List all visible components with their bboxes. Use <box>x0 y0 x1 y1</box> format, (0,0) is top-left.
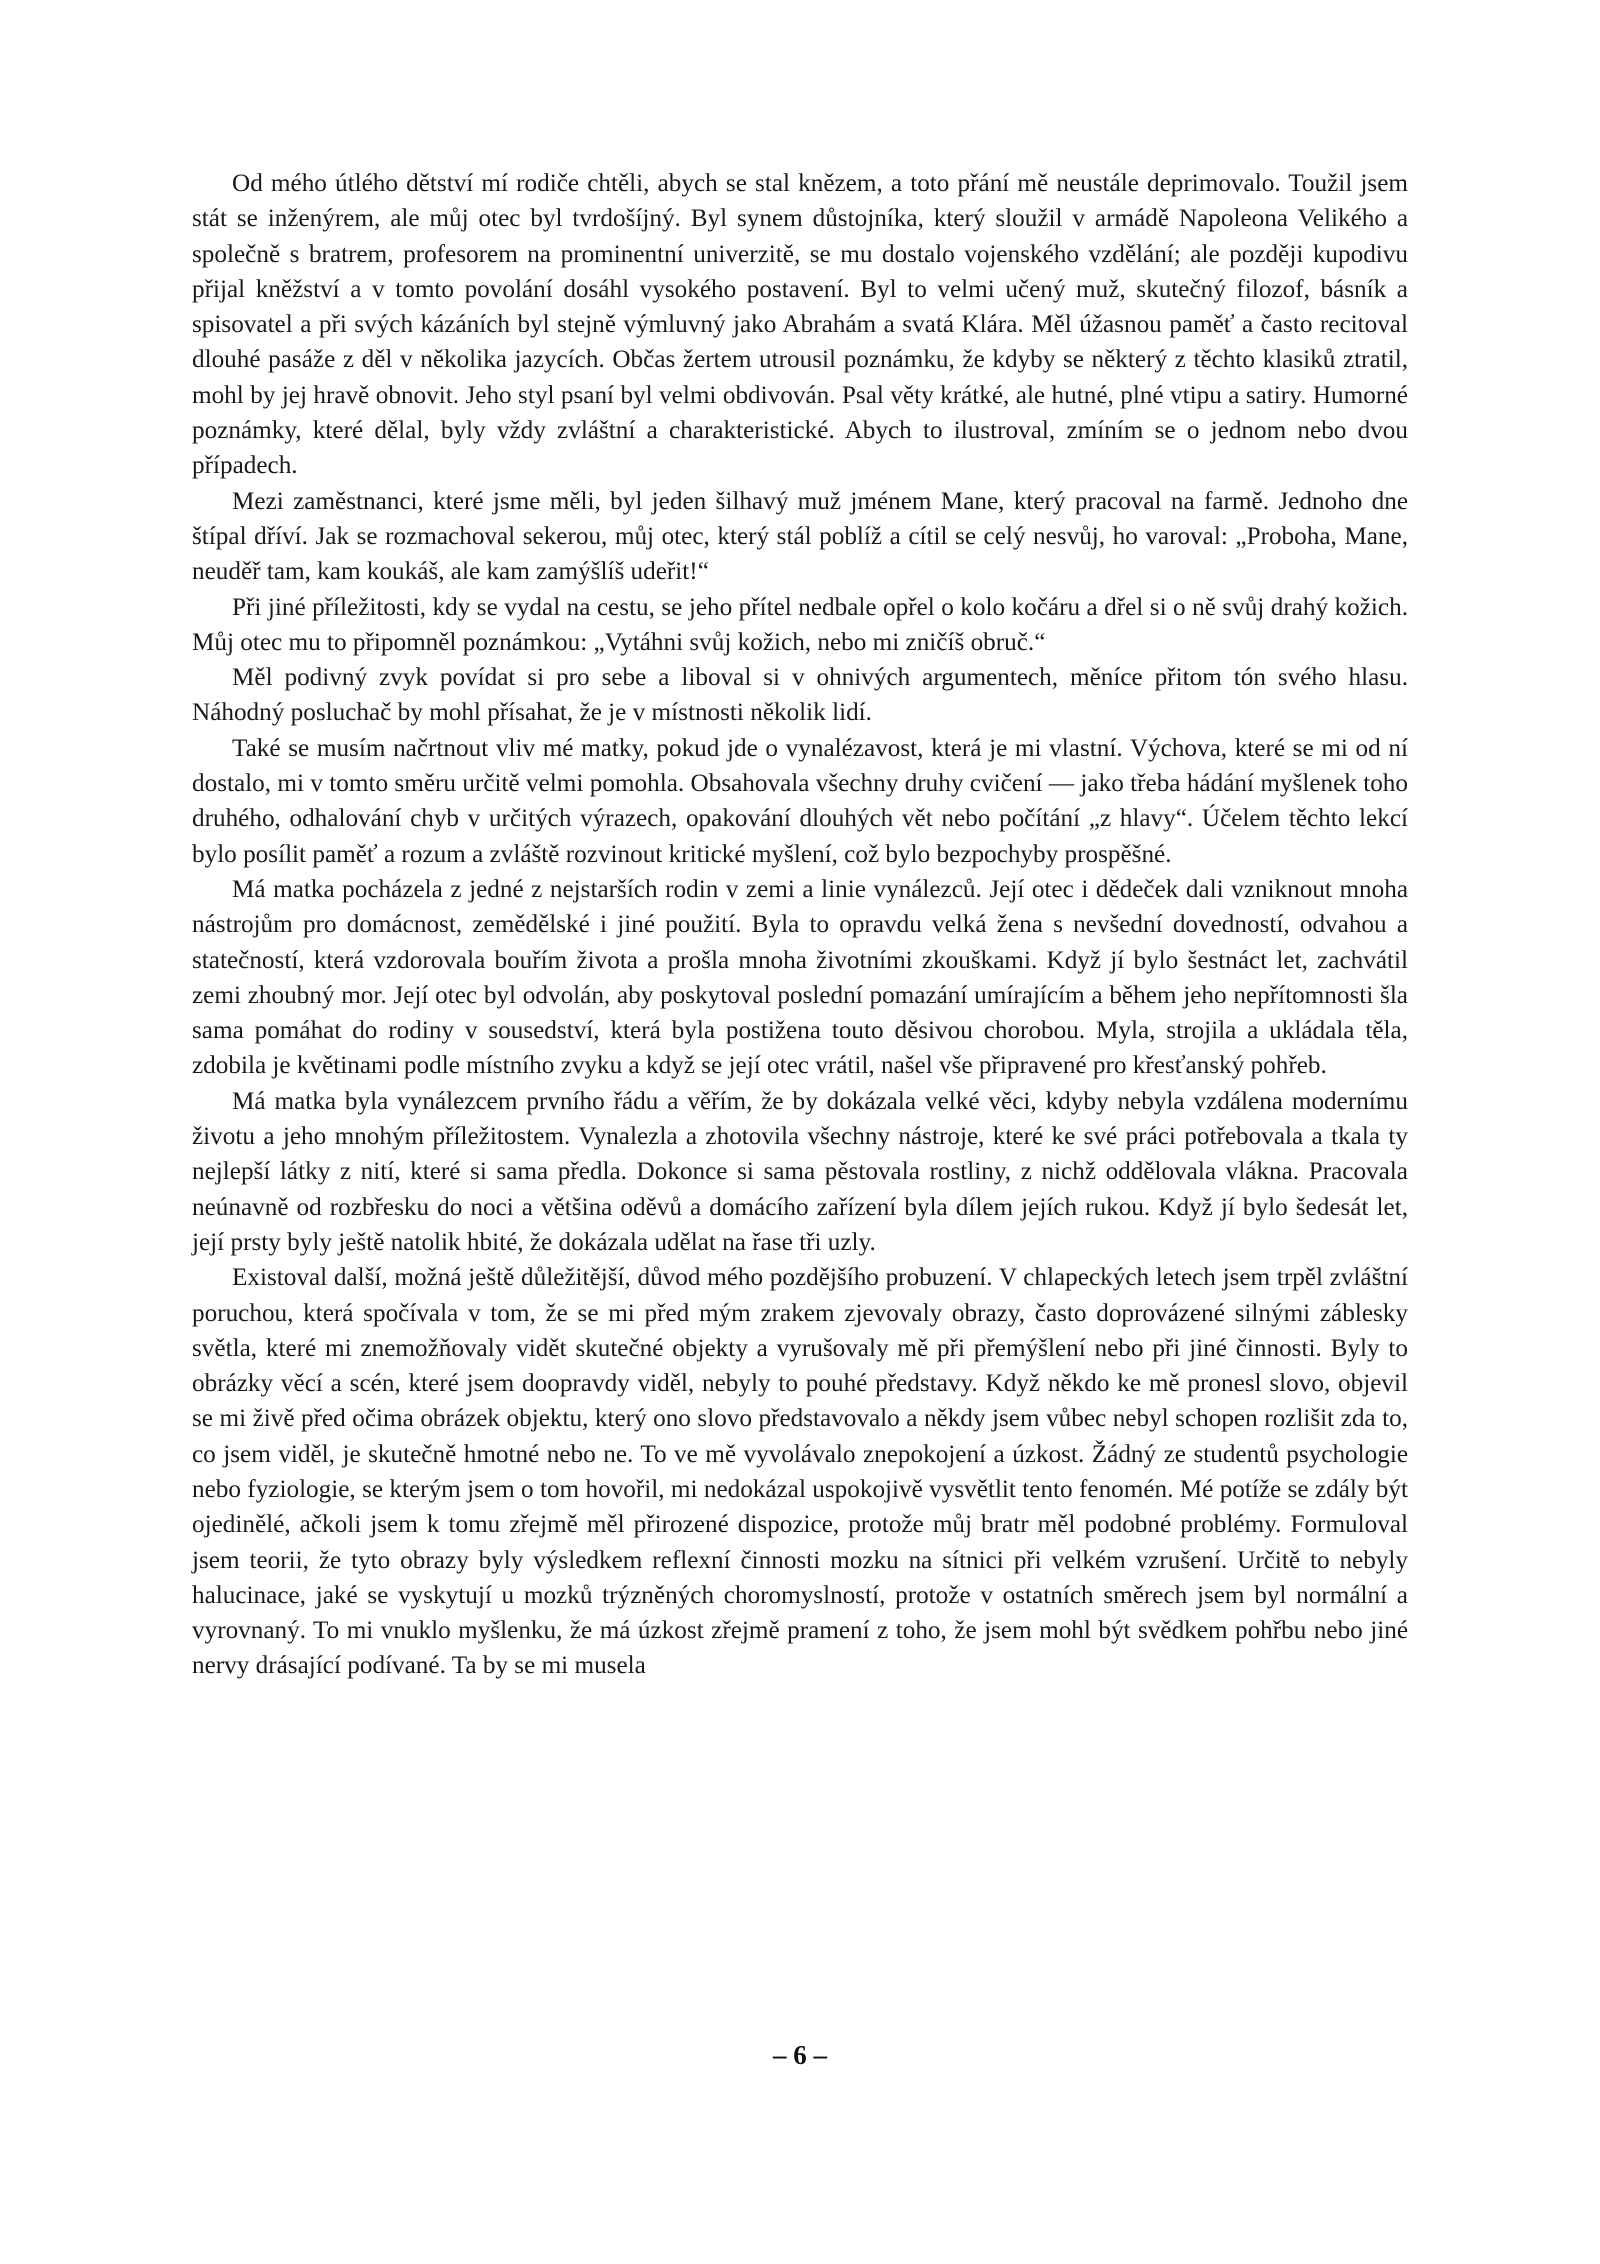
paragraph-3: Při jiné příležitosti, kdy se vydal na cestu, se jeho přítel nedbale opřel o kolo kočáru a dřel si o ně svůj drahý kožich. Můj otec mu to připomněl poznámkou: „Vytáhni svůj kožich, nebo mi zničíš obruč.“ <box>192 593 1408 656</box>
page-body <box>192 166 1408 1684</box>
paragraph-4: Měl podivný zvyk povídat si pro sebe a liboval si v ohnivých argumentech, měníce přitom tón svého hlasu. Náhodný posluchač by mohl přísahat, že je v místnosti několik lidí. <box>192 664 1408 727</box>
paragraph-7: Má matka byla vynálezcem prvního řádu a věřím, že by dokázala velké věci, kdyby nebyla vzdálena modernímu životu a jeho mnohým příležitostem. Vynalezla a zhotovila všechny nástroje, které ke své práci potřebovala a tkala ty nejlepší látky z nití, které si sama předla. Dokonce si sama pěstovala rostliny, z nichž oddělovala vlákna. Pracovala neúnavně od rozbřesku do noci a většina oděvů a domácího zařízení byla dílem jejích rukou. Když jí bylo šedesát let, její prsty byly ještě natolik hbité, že dokázala udělat na řase tři uzly. <box>192 1087 1408 1256</box>
page-number: – 6 – <box>773 2040 827 2070</box>
paragraph-8: Existoval další, možná ještě důležitější, důvod mého pozdějšího probuzení. V chlapeckých letech jsem trpěl zvláštní poruchou, která spočívala v tom, že se mi před mým zrakem zjevovaly obrazy, často doprovázené silnými záblesky světla, které mi znemožňovaly vidět skutečné objekty a vyrušovaly mě při přemýšlení nebo při jiné činnosti. Byly to obrázky věcí a scén, které jsem doopravdy viděl, nebyly to pouhé představy. Když někdo ke mě pronesl slovo, objevil se mi živě před očima obrázek objektu, který ono slovo představovalo a někdy jsem vůbec nebyl schopen rozlišit zda to, co jsem viděl, je skutečně hmotné nebo ne. To ve mě vyvolávalo znepokojení a úzkost. Žádný ze studentů psychologie nebo fyziologie, se kterým jsem o tom hovořil, mi nedokázal uspokojivě vysvětlit tento fenomén. Mé potíže se zdály být ojedinělé, ačkoli jsem k tomu zřejmě měl přirozené dispozice, protože můj bratr měl podobné problémy. Formuloval jsem teorii, že tyto obrazy byly výsledkem reflexní činnosti mozku na sítnici při velkém vzrušení. Určitě to nebyly halucinace, jaké se vyskytují u mozků trýzněných choromyslností, protože v ostatních směrech jsem byl normální a vyrovnaný. To mi vnuklo myšlenku, že má úzkost zřejmě pramení z toho, že jsem mohl být svědkem pohřbu nebo jiné nervy drásající podívané. Ta by se mi musela <box>192 1264 1408 1680</box>
paragraph-5: Také se musím načrtnout vliv mé matky, pokud jde o vynalézavost, která je mi vlastní. Výchova, které se mi od ní dostalo, mi v tomto směru určitě velmi pomohla. Obsahovala všechny druhy cvičení — jako třeba hádání myšlenek toho druhého, odhalování chyb v určitých výrazech, opakování dlouhých vět nebo počítání „z hlavy“. Účelem těchto lekcí bylo posílit paměť a rozum a zvláště rozvinout kritické myšlení, což bylo bezpochyby prospěšné. <box>192 734 1408 868</box>
paragraph-6: Má matka pocházela z jedné z nejstarších rodin v zemi a linie vynálezců. Její otec i dědeček dali vzniknout mnoha nástrojům pro domácnost, zemědělské i jiné použití. Byla to opravdu velká žena s nevšední dovedností, odvahou a statečností, která vzdorovala bouřím života a prošla mnoha životními zkouškami. Když jí bylo šestnáct let, zachvátil zemi zhoubný mor. Její otec byl odvolán, aby poskytoval poslední pomazání umírajícím a během jeho nepřítomnosti šla sama pomáhat do rodiny v sousedství, která byla postižena touto děsivou chorobou. Myla, strojila a ukládala těla, zdobila je květinami podle místního zvyku a když se její otec vrátil, našel vše připravené pro křesťanský pohřeb. <box>192 875 1408 1080</box>
paragraph-2: Mezi zaměstnanci, které jsme měli, byl jeden šilhavý muž jménem Mane, který pracoval na farmě. Jednoho dne štípal dříví. Jak se rozmachoval sekerou, můj otec, který stál poblíž a cítil se celý nesvůj, ho varoval: „Proboha, Mane, neuděř tam, kam koukáš, ale kam zamýšlíš udeřit!“ <box>192 487 1408 586</box>
paragraph-1: Od mého útlého dětství mí rodiče chtěli, abych se stal knězem, a toto přání mě neustále deprimovalo. Toužil jsem stát se inženýrem, ale můj otec byl tvrdošíjný. Byl synem důstojníka, který sloužil v armádě Napoleona Velikého a společně s bratrem, profesorem na prominentní univerzitě, se mu dostalo vojenského vzdělání; ale později kupodivu přijal kněžství a v tomto povolání dosáhl vysokého postavení. Byl to velmi učený muž, skutečný filozof, básník a spisovatel a při svých kázáních byl stejně výmluvný jako Abrahám a svatá Klára. Měl úžasnou paměť a často recitoval dlouhé pasáže z děl v několika jazycích. Občas žertem utrousil poznámku, že kdyby se některý z těchto klasiků ztratil, mohl by jej hravě obnovit. Jeho styl psaní byl velmi obdivován. Psal věty krátké, ale hutné, plné vtipu a satiry. Humorné poznámky, které dělal, byly vždy zvláštní a charakteristické. Abych to ilustroval, zmíním se o jednom nebo dvou případech. <box>192 170 1408 480</box>
